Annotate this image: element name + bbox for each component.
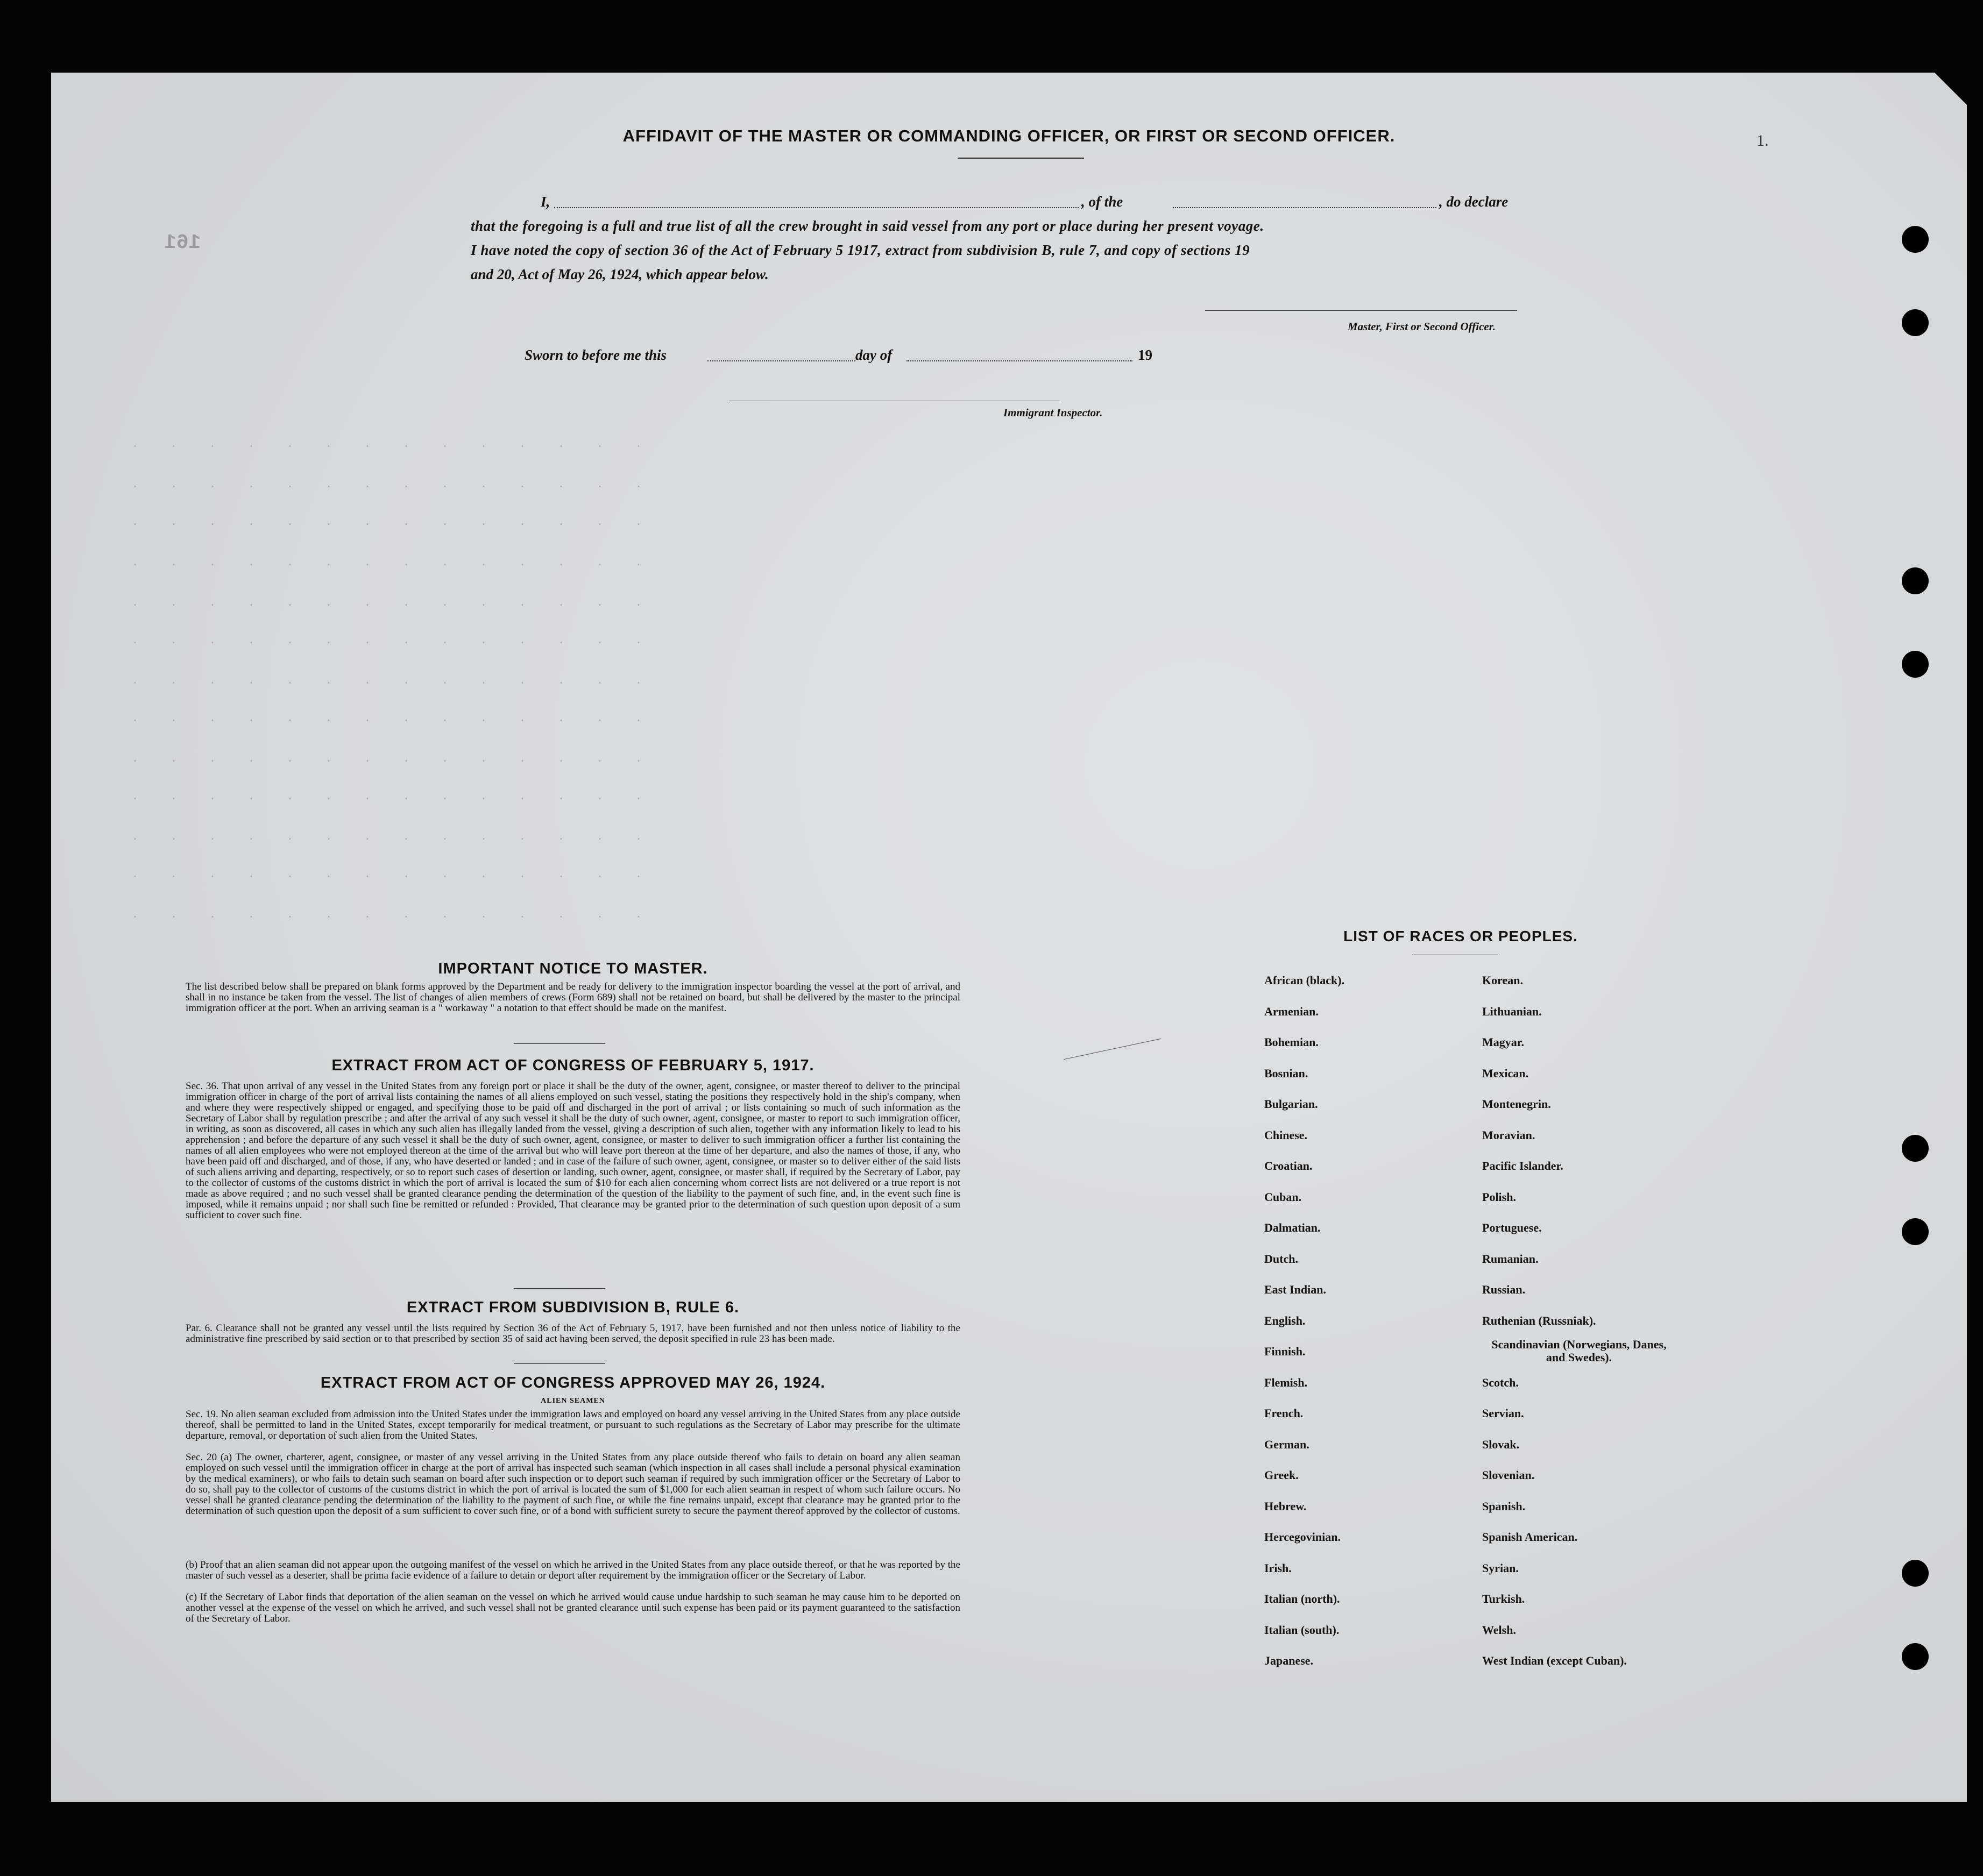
folded-corner [1935, 73, 1967, 105]
punch-hole-icon [1902, 1218, 1929, 1245]
race-entry: Italian (north). [1264, 1592, 1340, 1605]
notice-body: The list described below shall be prepared on blank forms approved by the Department and be ready for delivery to the immigration inspector boarding the vessel at the port of arrival, and shall in no instance be taken from the vessel. The list of changes of alien members of crews (Form 689) shall not be retained on board, but shall be delivered by the master to the principal immigration officer at the port. When an arriving seaman is a " workaway " a notation to that effect should be made on the manifest. [186, 981, 960, 1014]
affidavit-title: AFFIDAVIT OF THE MASTER OR COMMANDING OFFICER, OR FIRST OR SECOND OFFICER. [622, 126, 1396, 145]
race-entry: German. [1264, 1437, 1309, 1451]
race-entry: Bosnian. [1264, 1066, 1308, 1080]
race-entry: Hercegovinian. [1264, 1530, 1341, 1544]
race-entry: Dutch. [1264, 1252, 1298, 1266]
rule6-body: Par. 6. Clearance shall not be granted any vessel until the lists required by Section 36 of the Act of February 5, 1917, have been furnished and not then unless notice of liability to the administrative fine prescribed by said section or to that prescribed by section 35 of said act having been served, the deposit specified in rule 23 has been made. [186, 1323, 960, 1345]
race-entry: Magyar. [1482, 1035, 1525, 1049]
race-entry: Slovenian. [1482, 1468, 1535, 1482]
race-entry: Greek. [1264, 1468, 1299, 1482]
race-entry: Chinese. [1264, 1128, 1308, 1142]
sec-20a-text: Sec. 20 (a) The owner, charterer, agent, consignee, or master of any vessel arriving in the United States from any place outside thereof who fails to detain on board any alien seaman employed on such vessel until the immigration officer in charge at the port of arrival has inspected such seaman (which inspection in all cases shall include a personal physical examination by the medical examiners), or who fails to detain such seaman on board after such inspection or to deport such seaman if required by such immigration officer or the Secretary of Labor to do so, shall pay to the collector of customs of the customs district in which the port of arrival is located the sum of $1,000 for each alien seaman in respect of whom such failure occurs. No vessel shall be granted clearance pending the determination of the liability to the payment of such fine, or while the fine remains unpaid, except that clearance may be granted prior to the determination of such question upon the deposit of a sum sufficient to cover such fine, or of a bond with sufficient surety to secure the payment thereof approved by the collector of customs. [186, 1452, 960, 1517]
race-entry: Turkish. [1482, 1592, 1525, 1605]
extract-1917-title: EXTRACT FROM ACT OF CONGRESS OF FEBRUARY 5, 1917. [331, 1057, 815, 1074]
signature-label: Master, First or Second Officer. [1348, 320, 1496, 333]
race-entry: Cuban. [1264, 1190, 1302, 1204]
race-entry: Portuguese. [1482, 1221, 1542, 1234]
name-blank [554, 207, 1079, 208]
race-entry: African (black). [1264, 973, 1345, 987]
race-entry: Korean. [1482, 973, 1523, 987]
section-divider [514, 1043, 605, 1044]
affidavit-i-label: I, [541, 194, 550, 210]
day-of-label: day of [855, 347, 893, 363]
races-title: LIST OF RACES OR PEOPLES. [1343, 928, 1578, 944]
race-entry: Irish. [1264, 1561, 1292, 1575]
year-prefix: 19 [1138, 347, 1152, 363]
race-entry: Russian. [1482, 1283, 1526, 1296]
race-entry: Scandinavian (Norwegians, Danes, and Swedes). [1491, 1338, 1667, 1364]
race-entry: Flemish. [1264, 1375, 1308, 1389]
sec-20c-text: (c) If the Secretary of Labor finds that deportation of the alien seaman on the vessel on which he arrived would cause undue hardship to such seaman he may cause him to be deported on another vessel at the expense of the vessel on which he arrived, and such vessel shall not be granted clearance until such expense has been paid or its payment guaranteed to the satisfaction of the Secretary of Labor. [186, 1591, 960, 1624]
punch-hole-icon [1902, 1135, 1929, 1162]
extract-1924-title: EXTRACT FROM ACT OF CONGRESS APPROVED MAY 26, 1924. [320, 1374, 826, 1391]
sworn-month-blank [906, 360, 1132, 361]
race-entry: Servian. [1482, 1406, 1524, 1420]
race-entry: Bohemian. [1264, 1035, 1319, 1049]
stray-pen-mark [1064, 1039, 1161, 1060]
page-number-mark: 161 [164, 231, 201, 254]
race-entry: West Indian (except Cuban). [1482, 1654, 1627, 1667]
punch-hole-icon [1902, 567, 1929, 594]
sworn-label: Sworn to before me this [525, 347, 667, 363]
sworn-day-blank [707, 360, 855, 361]
section-divider [514, 1363, 605, 1364]
affidavit-line-4: and 20, Act of May 26, 1924, which appear below. [471, 266, 769, 282]
document-page: 161 1. AFFIDAVIT OF THE MASTER OR COMMANDING OFFICER, OR FIRST OR SECOND OFFICER. I, , of the , do declare that the foregoing is a full and true list of all the crew brought in said vessel from any port or place during her present voyage. I have noted the copy of section 36 of the Act of February 5 1917, extract from subdivision B, rule 7, and copy of sections 19 and 20, Act of May 26, 1924, which appear below. Master, First or Second Officer. Sworn to before me this day of 19 Immigrant Inspector. .............. .............. .............. .............. .............. .............. .............. .............. .............. .............. .............. .............. .............. IMPORTANT NOTICE TO MASTER. The list described below shall be prepared on blank forms approved by the Department and be ready for delivery to the immigration inspector boarding the vessel at the port of arrival, and shall in no instance be taken from the vessel. The list of changes of alien members of crews (Form 689) shall not be retained on board, but shall be delivered by the master to the principal immigration officer at the port. When an arriving seaman is a " workaway " a notation to that effect should be made on the manifest. EXTRACT FROM ACT OF CONGRESS OF FEBRUARY 5, 1917. Sec. 36. That upon arrival of any vessel in the United States from any foreign port or place it shall be the duty of the owner, agent, consignee, or master thereof to deliver to the principal immigration officer in charge of the port of arrival lists containing the names of all aliens employed on such vessel, stating the positions they respectively hold in the ship's company, when and where they were respectively shipped or engaged, and specifying those to be paid off and discharged in the port of arrival ; or lists containing so much of such information as the Secretary of Labor shall by regulation prescribe ; and after the arrival of any such vessel it shall be the duty of such owner, agent, consignee, or master to report to such immigration officer, in writing, as soon as discovered, all cases in which any such alien has illegally landed from the vessel, giving a description of such alien, together with any information likely to lead to his apprehension ; and before the departure of any such vessel it shall be the duty of such owner, agent, consignee, or master to deliver to such immigration officer a further list containing the names of all alien employees who were not employed thereon at the time of the arrival but who will leave port thereon at the time of her departure, and also the names of those, if any, who have been paid off and discharged, and of those, if any, who have deserted or landed ; and in case of the failure of such owner, agent, consignee, or master so to deliver either of the said lists of such aliens arriving and departing, respectively, or so to report such cases of desertion or landing, such owner, agent, consignee, or master shall, if required by the Secretary of Labor, pay to the collector of customs of the customs district in which the port of arrival is located the sum of $10 for each alien concerning whom correct lists are not delivered or a true report is not made as above required ; and no such vessel shall be granted clearance pending the determination of the question of the liability to the payment of such fine, and, in the event such fine is imposed, while it remains unpaid ; nor shall such fine be remitted or refunded : Provided, That clearance may be granted prior to the determination of such question upon deposit of a sum sufficient to cover such fine. EXTRACT FROM SUBDIVISION B, RULE 6. Par. 6. Clearance shall not be granted any vessel until the lists required by Section 36 of the Act of February 5, 1917, have been furnished and not then unless notice of liability to the administrative fine prescribed by said section or to that prescribed by section 35 of said act having been served, the deposit specified in rule 23 has been made. EXTRACT FROM ACT OF CONGRESS APPROVED MAY 26, 1924. ALIEN SEAMEN Sec. 19. No alien seaman excluded from admission into the United States under the immigration laws and employed on board any vessel arriving in the United States from any place outside thereof, shall be permitted to land in the United States, except temporarily for medical treatment, or pursuant to such regulations as the Secretary of Labor may prescribe for the ultimate departure, removal, or deportation of such alien from the United States. Sec. 20 (a) The owner, charterer, agent, consignee, or master of any vessel arriving in the United States from any place outside thereof who fails to detain on board any alien seaman employed on such vessel until the immigration officer in charge at the port of arrival has inspected such seaman (which inspection in all cases shall include a personal physical examination by the medical examiners), or who fails to detain such seaman on board after such inspection or to deport such seaman if required by such immigration officer or the Secretary of Labor to do so, shall pay to the collector of customs of the customs district in which the port of arrival is located the sum of $1,000 for each alien seaman in respect of whom such failure occurs. No vessel shall be granted clearance pending the determination of the liability to the payment of such fine, or while the fine remains unpaid, except that clearance may be granted prior to the determination of such question upon the deposit of a sum sufficient to cover such fine, or of a bond with sufficient surety to secure the payment thereof approved by the collector of customs. (b) Proof that an alien seaman did not appear upon the outgoing manifest of the vessel on which he arrived in the United States from any place outside thereof, or that he was reported by the master of such vessel as a deserter, shall be prima facie evidence of a failure to detain or deport after requirement by the immigration officer or the Secretary of Labor. (c) If the Secretary of Labor finds that deportation of the alien seaman on the vessel on which he arrived would cause undue hardship to such seaman he may cause him to be deported on another vessel at the expense of the vessel on which he arrived, and such vessel shall not be granted clearance until such expense has been paid or its payment guaranteed to the satisfaction of the Secretary of Labor. LIST OF RACES OR PEOPLES. African (black). Armenian. Bohemian. Bosnian. Bulgarian. Chinese. Croatian. Cuban. Dalmatian. Dutch. East Indian. English. Finnish. Flemish. French. German. Greek. Hebrew. Hercegovinian. Irish. Italian (north). Italian (south). Japanese. Korean. Lithuanian. Magyar. Mexican. Montenegrin. Moravian. Pacific Islander. Polish. Portuguese. Rumanian. Russian. Ruthenian (Russniak). Scandinavian (Norwegians, Danes, and Swedes). Scotch. Servian. Slovak. Slovenian. Spanish. Spanish American. Syrian. Turkish. Welsh. West Indian (except Cuban). [51, 73, 1967, 1802]
race-entry: Ruthenian (Russniak). [1482, 1313, 1596, 1327]
race-entry: Pacific Islander. [1482, 1159, 1563, 1172]
race-entry: Croatian. [1264, 1159, 1313, 1172]
sec-19-text: Sec. 19. No alien seaman excluded from admission into the United States under the immigration laws and employed on board any vessel arriving in the United States from any place outside thereof, shall be permitted to land in the United States, except temporarily for medical treatment, or pursuant to such regulations as the Secretary of Labor may prescribe for the ultimate departure, removal, or deportation of such alien from the United States. [186, 1409, 960, 1441]
race-entry: Spanish. [1482, 1499, 1526, 1513]
race-entry: Welsh. [1482, 1623, 1516, 1637]
alien-seamen-subtitle: ALIEN SEAMEN [541, 1397, 605, 1405]
race-entry: East Indian. [1264, 1283, 1326, 1296]
title-underline [958, 158, 1084, 159]
race-entry: Lithuanian. [1482, 1004, 1542, 1018]
affidavit-line-2: that the foregoing is a full and true list of all the crew brought in said vessel from any port or place during her present voyage. [471, 218, 1264, 234]
race-entry: Bulgarian. [1264, 1097, 1318, 1111]
rule6-title: EXTRACT FROM SUBDIVISION B, RULE 6. [406, 1299, 740, 1316]
race-entry: Japanese. [1264, 1654, 1314, 1667]
affidavit-of-the-label: , of the [1081, 194, 1123, 210]
punch-hole-icon [1902, 1643, 1929, 1670]
affidavit-line-3: I have noted the copy of section 36 of the Act of February 5 1917, extract from subdivision B, rule 7, and copy of sections 19 [471, 242, 1250, 258]
punch-hole-icon [1902, 309, 1929, 336]
race-entry: Mexican. [1482, 1066, 1529, 1080]
race-entry: Syrian. [1482, 1561, 1519, 1575]
race-entry: Finnish. [1264, 1345, 1306, 1358]
corner-mark: 1. [1757, 132, 1769, 150]
extract-1917-body: Sec. 36. That upon arrival of any vessel in the United States from any foreign port or place it shall be the duty of the owner, agent, consignee, or master thereof to deliver to the principal immigration officer in charge of the port of arrival lists containing the names of all aliens employed on such vessel, stating the positions they respectively hold in the ship's company, when and where they were respectively shipped or engaged, and specifying those to be paid off and discharged in the port of arrival ; or lists containing so much of such information as the Secretary of Labor shall by regulation prescribe ; and after the arrival of any such vessel it shall be the duty of such owner, agent, consignee, or master to report to such immigration officer, in writing, as soon as discovered, all cases in which any such alien has illegally landed from the vessel, giving a description of such alien, together with any information likely to lead to his apprehension ; and before the departure of any such vessel it shall be the duty of such owner, agent, consignee, or master to deliver to such immigration officer a further list containing the names of all alien employees who were not employed thereon at the time of the arrival but who will leave port thereon at the time of her departure, and also the names of those, if any, who have been paid off and discharged, and of those, if any, who have deserted or landed ; and in case of the failure of such owner, agent, consignee, or master so to deliver either of the said lists of such aliens arriving and departing, respectively, or so to report such cases of desertion or landing, such owner, agent, consignee, or master shall, if required by the Secretary of Labor, pay to the collector of customs of the customs district in which the port of arrival is located the sum of $10 for each alien concerning whom correct lists are not delivered or a true report is not made as above required ; and no such vessel shall be granted clearance pending the determination of the question of the liability to the payment of such fine, and, in the event such fine is imposed, while it remains unpaid ; nor shall such fine be remitted or refunded : Provided, That clearance may be granted prior to the determination of such question upon deposit of a sum sufficient to cover such fine. [186, 1081, 960, 1221]
punch-hole-icon [1902, 1560, 1929, 1587]
inspector-label: Immigrant Inspector. [1003, 406, 1103, 419]
affidavit-do-declare: , do declare [1439, 194, 1509, 210]
signature-line [1205, 310, 1517, 311]
race-entry: Dalmatian. [1264, 1221, 1321, 1234]
vessel-blank [1173, 207, 1436, 208]
race-entry: Slovak. [1482, 1437, 1520, 1451]
race-entry: Scotch. [1482, 1375, 1519, 1389]
race-entry: Rumanian. [1482, 1252, 1539, 1266]
race-entry: Hebrew. [1264, 1499, 1307, 1513]
race-entry: French. [1264, 1406, 1304, 1420]
race-entry: Italian (south). [1264, 1623, 1340, 1637]
race-entry: Armenian. [1264, 1004, 1319, 1018]
race-entry: Polish. [1482, 1190, 1516, 1204]
section-divider [514, 1288, 605, 1289]
race-entry: Spanish American. [1482, 1530, 1578, 1544]
punch-hole-icon [1902, 226, 1929, 253]
race-entry: English. [1264, 1313, 1306, 1327]
punch-hole-icon [1902, 651, 1929, 678]
sec-20b-text: (b) Proof that an alien seaman did not appear upon the outgoing manifest of the vessel on which he arrived in the United States from any place outside thereof, or that he was reported by the master of such vessel as a deserter, shall be prima facie evidence of a failure to detain or deport after requirement by the immigration officer or the Secretary of Labor. [186, 1559, 960, 1581]
notice-title: IMPORTANT NOTICE TO MASTER. [438, 960, 708, 977]
race-entry: Moravian. [1482, 1128, 1535, 1142]
race-entry: Montenegrin. [1482, 1097, 1551, 1111]
